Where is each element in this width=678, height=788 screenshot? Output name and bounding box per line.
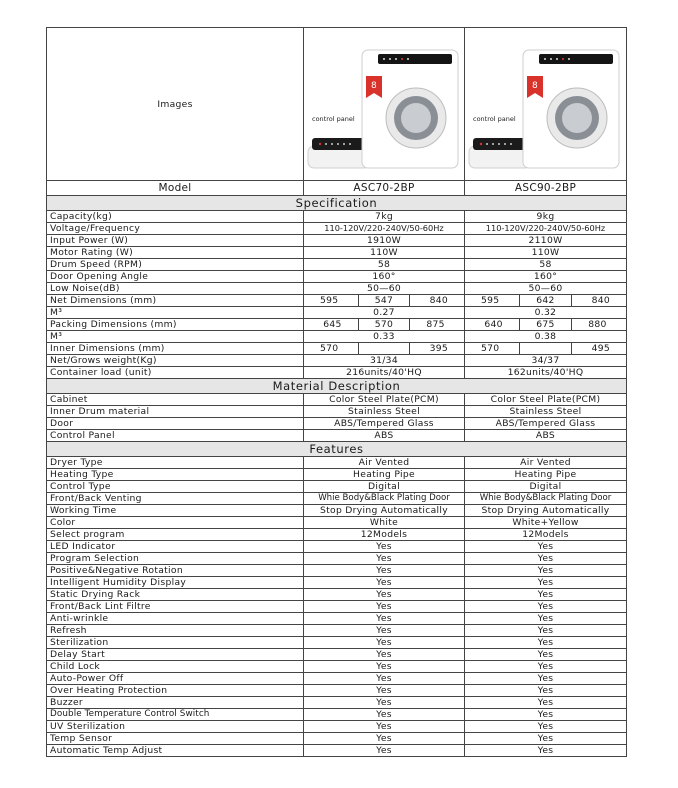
cell-b: Yes (465, 733, 627, 745)
row-label: Select program (47, 529, 304, 541)
cell-a: Yes (304, 709, 465, 721)
table-row (47, 331, 627, 343)
dim-value: 642 (520, 295, 572, 306)
dryer-illustration-a (304, 28, 465, 180)
cell-a: Yes (304, 577, 465, 589)
cell-a: 12Models (304, 529, 465, 541)
row-label: Door Opening Angle (47, 271, 304, 283)
table-row (47, 673, 627, 685)
row-label: Container load (unit) (47, 367, 304, 379)
table-row (47, 709, 627, 721)
cell-a: Whie Body&Black Plating Door (304, 493, 465, 505)
row-label: UV Sterilization (47, 721, 304, 733)
row-label: Net Dimensions (mm) (47, 295, 304, 307)
section-material (47, 379, 627, 394)
dim-value: 840 (429, 295, 448, 306)
table-row (47, 529, 627, 541)
cell-a: Yes (304, 697, 465, 709)
table-row (47, 541, 627, 553)
table-row (47, 517, 627, 529)
table-row (47, 295, 627, 307)
cell-a: 0.27 (304, 307, 465, 319)
row-label: Capacity(kg) (47, 211, 304, 223)
row-label: Color (47, 517, 304, 529)
row-label: Control Type (47, 481, 304, 493)
cell-a: 160° (304, 271, 465, 283)
cell-a: 31/34 (304, 355, 465, 367)
cell-a: Digital (304, 481, 465, 493)
row-label: Over Heating Protection (47, 685, 304, 697)
table-row (47, 235, 627, 247)
cell-a: 58 (304, 259, 465, 271)
images-label: Images (47, 28, 304, 181)
cell-a: Yes (304, 733, 465, 745)
row-label: Input Power (W) (47, 235, 304, 247)
dryer-badge-b: 8 (531, 81, 539, 91)
table-row (47, 394, 627, 406)
section-title: Features (47, 442, 627, 457)
table-row (47, 307, 627, 319)
cell-a: Yes (304, 637, 465, 649)
cell-b (465, 295, 627, 307)
table-row (47, 469, 627, 481)
dryer-image-a (304, 28, 464, 180)
dim-value: 570 (468, 343, 520, 354)
cell-b: Heating Pipe (465, 469, 627, 481)
cell-b: Yes (465, 637, 627, 649)
section-title: Material Description (47, 379, 627, 394)
cell-a: 1910W (304, 235, 465, 247)
table-row (47, 259, 627, 271)
cell-a: ABS (304, 430, 465, 442)
cell-a: Yes (304, 649, 465, 661)
row-label: Anti-wrinkle (47, 613, 304, 625)
cell-b: Stainless Steel (465, 406, 627, 418)
cell-a: Color Steel Plate(PCM) (304, 394, 465, 406)
control-panel-label-b: control panel (473, 115, 516, 123)
cell-b: ABS (465, 430, 627, 442)
table-row (47, 343, 627, 355)
cell-b: Whie Body&Black Plating Door (465, 493, 627, 505)
cell-b: Yes (465, 625, 627, 637)
table-row (47, 565, 627, 577)
table-row (47, 505, 627, 517)
row-label: Delay Start (47, 649, 304, 661)
row-label: Positive&Negative Rotation (47, 565, 304, 577)
cell-b: Yes (465, 721, 627, 733)
cell-b: Stop Drying Automatically (465, 505, 627, 517)
cell-a: Yes (304, 685, 465, 697)
table-row (47, 457, 627, 469)
dim-value: 395 (429, 343, 448, 354)
cell-b: 160° (465, 271, 627, 283)
cell-a: 0.33 (304, 331, 465, 343)
cell-a: Air Vented (304, 457, 465, 469)
cell-a: Stainless Steel (304, 406, 465, 418)
row-label: Low Noise(dB) (47, 283, 304, 295)
section-specification (47, 196, 627, 211)
table-row (47, 613, 627, 625)
dryer-image-a-cell (304, 28, 465, 181)
table-row (47, 601, 627, 613)
model-a: ASC70-2BP (304, 181, 465, 196)
row-label: Motor Rating (W) (47, 247, 304, 259)
control-panel-label-a: control panel (312, 115, 355, 123)
table-row (47, 211, 627, 223)
cell-b: Yes (465, 673, 627, 685)
cell-a: Yes (304, 745, 465, 757)
dim-value (358, 343, 409, 354)
cell-b: 110-120V/220-240V/50-60Hz (465, 223, 627, 235)
cell-b: Yes (465, 661, 627, 673)
table-row (47, 721, 627, 733)
cell-a: 50—60 (304, 283, 465, 295)
cell-a: Yes (304, 541, 465, 553)
cell-b: Yes (465, 541, 627, 553)
cell-b: 50—60 (465, 283, 627, 295)
cell-b: 12Models (465, 529, 627, 541)
cell-b: Air Vented (465, 457, 627, 469)
cell-b: 162units/40'HQ (465, 367, 627, 379)
row-label: Static Drying Rack (47, 589, 304, 601)
table-row (47, 481, 627, 493)
table-row (47, 247, 627, 259)
cell-b: Yes (465, 589, 627, 601)
cell-b: 34/37 (465, 355, 627, 367)
table-row (47, 589, 627, 601)
cell-b: Yes (465, 565, 627, 577)
dim-value: 595 (468, 295, 520, 306)
table-row (47, 406, 627, 418)
spec-table (46, 27, 627, 757)
row-label: Refresh (47, 625, 304, 637)
table-row (47, 697, 627, 709)
cell-b: Color Steel Plate(PCM) (465, 394, 627, 406)
dryer-badge-a: 8 (370, 81, 378, 91)
table-row (47, 625, 627, 637)
table-row (47, 283, 627, 295)
row-label: Front/Back Venting (47, 493, 304, 505)
row-label: Control Panel (47, 430, 304, 442)
table-row (47, 223, 627, 235)
row-label: M³ (47, 331, 304, 343)
row-label: M³ (47, 307, 304, 319)
cell-b: 58 (465, 259, 627, 271)
dim-value: 840 (591, 295, 610, 306)
row-label: Intelligent Humidity Display (47, 577, 304, 589)
cell-a: Yes (304, 553, 465, 565)
table-row (47, 553, 627, 565)
dim-value (520, 343, 572, 354)
cell-a (304, 319, 465, 331)
cell-b (465, 319, 627, 331)
table-row (47, 745, 627, 757)
row-label: Packing Dimensions (mm) (47, 319, 304, 331)
model-b: ASC90-2BP (465, 181, 627, 196)
row-label: Buzzer (47, 697, 304, 709)
dryer-image-b (465, 28, 626, 180)
dim-value: 547 (358, 295, 409, 306)
dryer-image-b-cell (465, 28, 627, 181)
row-label: Front/Back Lint Filtre (47, 601, 304, 613)
row-label: Double Temperature Control Switch (47, 709, 304, 721)
row-label: Net/Grows weight(Kg) (47, 355, 304, 367)
dryer-illustration-b (465, 28, 627, 180)
cell-b: Yes (465, 745, 627, 757)
table-row (47, 430, 627, 442)
cell-b: Yes (465, 697, 627, 709)
table-row (47, 649, 627, 661)
cell-b: Yes (465, 685, 627, 697)
table-row (47, 661, 627, 673)
dim-value: 675 (520, 319, 572, 330)
cell-a: Yes (304, 721, 465, 733)
table-row (47, 271, 627, 283)
row-label: Working Time (47, 505, 304, 517)
cell-a: Heating Pipe (304, 469, 465, 481)
cell-b (465, 343, 627, 355)
table-row (47, 355, 627, 367)
row-label: Cabinet (47, 394, 304, 406)
cell-a: 110W (304, 247, 465, 259)
section-features (47, 442, 627, 457)
dim-value: 640 (468, 319, 520, 330)
cell-a: Yes (304, 661, 465, 673)
cell-b: ABS/Tempered Glass (465, 418, 627, 430)
table-row (47, 733, 627, 745)
cell-b: Yes (465, 649, 627, 661)
table-row (47, 493, 627, 505)
dim-value: 875 (426, 319, 445, 330)
row-label: Inner Dimensions (mm) (47, 343, 304, 355)
row-label: Child Lock (47, 661, 304, 673)
model-label: Model (47, 181, 304, 196)
cell-a (304, 295, 465, 307)
row-label: LED Indicator (47, 541, 304, 553)
cell-b: Digital (465, 481, 627, 493)
dim-value: 595 (307, 295, 358, 306)
row-label: Automatic Temp Adjust (47, 745, 304, 757)
cell-a: Yes (304, 601, 465, 613)
table-row (47, 367, 627, 379)
cell-a: 110-120V/220-240V/50-60Hz (304, 223, 465, 235)
cell-b: Yes (465, 709, 627, 721)
table-row (47, 685, 627, 697)
row-label: Heating Type (47, 469, 304, 481)
cell-b: Yes (465, 601, 627, 613)
cell-a: Yes (304, 565, 465, 577)
row-label: Voltage/Frequency (47, 223, 304, 235)
cell-a (304, 343, 465, 355)
cell-b: 110W (465, 247, 627, 259)
cell-a: Yes (304, 673, 465, 685)
cell-a: Yes (304, 589, 465, 601)
row-label: Program Selection (47, 553, 304, 565)
row-label: Inner Drum material (47, 406, 304, 418)
row-label: Temp Sensor (47, 733, 304, 745)
dim-value: 570 (358, 319, 409, 330)
cell-b: Yes (465, 553, 627, 565)
row-label: Dryer Type (47, 457, 304, 469)
cell-b: Yes (465, 577, 627, 589)
table-row (47, 418, 627, 430)
row-label: Auto-Power Off (47, 673, 304, 685)
cell-a: ABS/Tempered Glass (304, 418, 465, 430)
table-row (47, 637, 627, 649)
cell-a: 216units/40'HQ (304, 367, 465, 379)
dim-value: 495 (591, 343, 610, 354)
row-label: Drum Speed (RPM) (47, 259, 304, 271)
table-row (47, 319, 627, 331)
model-row (47, 181, 627, 196)
row-label: Sterilization (47, 637, 304, 649)
row-label: Door (47, 418, 304, 430)
spec-sheet (46, 27, 626, 764)
cell-a: Yes (304, 613, 465, 625)
cell-b: 9kg (465, 211, 627, 223)
cell-b: 0.32 (465, 307, 627, 319)
dim-value: 645 (307, 319, 358, 330)
section-title: Specification (47, 196, 627, 211)
cell-b: Yes (465, 613, 627, 625)
cell-a: 7kg (304, 211, 465, 223)
cell-b: 2110W (465, 235, 627, 247)
dim-value: 880 (588, 319, 607, 330)
cell-a: Stop Drying Automatically (304, 505, 465, 517)
cell-b: 0.38 (465, 331, 627, 343)
dim-value: 570 (307, 343, 358, 354)
images-row (47, 28, 627, 181)
cell-a: Yes (304, 625, 465, 637)
cell-a: White (304, 517, 465, 529)
table-row (47, 577, 627, 589)
cell-b: White+Yellow (465, 517, 627, 529)
